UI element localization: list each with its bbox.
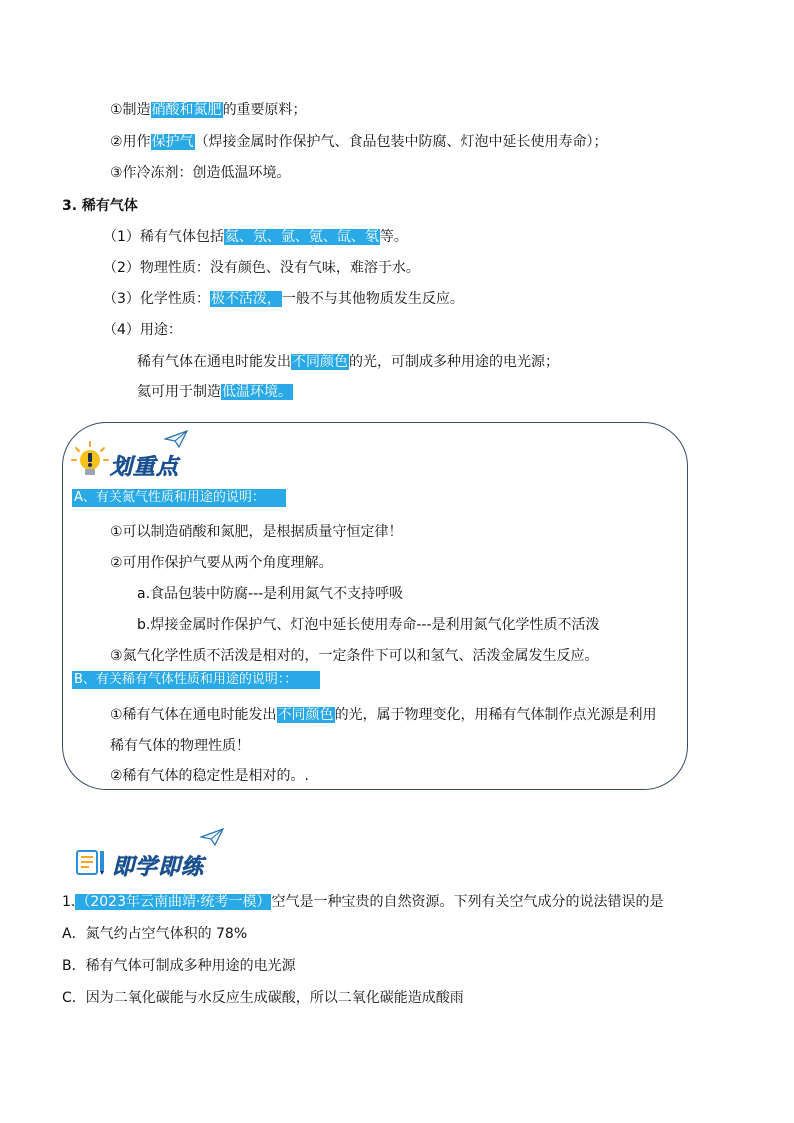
keypoints-banner-b: B、有关稀有气体性质和用途的说明：：	[72, 671, 320, 689]
keypoint-a2: ②可用作保护气要从两个角度理解。	[110, 555, 333, 571]
rare-gas-p4a: 稀有气体在通电时能发出不同颜色的光，可制成多种用途的电光源；	[137, 354, 559, 370]
notebook-icon	[75, 848, 107, 876]
paper-plane-icon	[164, 430, 188, 448]
option-a[interactable]: A．氮气约占空气体积的 78%	[62, 926, 248, 942]
highlight: 硝酸和氮肥	[151, 102, 222, 118]
highlight: 保护气	[151, 134, 194, 150]
option-b[interactable]: B．稀有气体可制成多种用途的电光源	[62, 958, 296, 974]
highlight: 不同颜色	[292, 354, 348, 370]
rare-gas-p3: （3）化学性质：极不活泼，一般不与其他物质发生反应。	[103, 291, 464, 307]
paper-plane-icon	[200, 828, 224, 846]
option-c[interactable]: C．因为二氧化碳能与水反应生成碳酸，所以二氧化碳能造成酸雨	[62, 990, 464, 1006]
keypoints-heading: 划重点	[110, 455, 180, 480]
keypoint-a2b: b.焊接金属时作保护气、灯泡中延长使用寿命---是利用氮气化学性质不活泼	[137, 617, 600, 633]
question-source: （2023年云南曲靖·统考一模）	[76, 894, 271, 910]
keypoint-b1: ①稀有气体在通电时能发出不同颜色的光，属于物理变化，用稀有气体制作点光源是利用	[110, 707, 657, 723]
rare-gas-p4: （4）用途：	[103, 322, 182, 338]
section-title: 3. 稀有气体	[62, 198, 138, 214]
highlight: 极不活泼，	[210, 291, 281, 307]
rare-gas-p2: （2）物理性质：没有颜色、没有气味，难溶于水。	[103, 260, 420, 276]
rare-gas-p4b: 氦可用于制造低温环境。	[137, 384, 292, 400]
lightbulb-icon	[70, 440, 110, 480]
question-1: 1.（2023年云南曲靖·统考一模）空气是一种宝贵的自然资源。下列有关空气成分的说法错误的是	[62, 894, 664, 910]
highlight: 低温环境。	[222, 384, 292, 400]
keypoint-a3: ③氮气化学性质不活泼是相对的，一定条件下可以和氢气、活泼金属发生反应。	[110, 648, 599, 664]
highlight: 氦、氖、氩、氪、氙、氡	[224, 229, 379, 245]
rare-gas-p1: （1）稀有气体包括氦、氖、氩、氪、氙、氡等。	[103, 229, 408, 245]
keypoint-a2a: a.食品包装中防腐---是利用氮气不支持呼吸	[137, 586, 404, 602]
nitrogen-use-1: ①制造硝酸和氮肥的重要原料；	[110, 102, 307, 118]
nitrogen-use-3: ③作冷冻剂：创造低温环境。	[110, 165, 291, 181]
keypoint-b2: ②稀有气体的稳定性是相对的。.	[110, 768, 310, 784]
keypoint-a1: ①可以制造硝酸和氮肥，是根据质量守恒定律！	[110, 524, 403, 540]
practice-heading: 即学即练	[112, 855, 205, 880]
nitrogen-use-2: ②用作保护气（焊接金属时作保护气、食品包装中防腐、灯泡中延长使用寿命）；	[110, 134, 608, 150]
keypoint-b1-cont: 稀有气体的物理性质！	[110, 738, 250, 754]
highlight: 不同颜色	[277, 707, 334, 723]
keypoints-banner-a: A、有关氮气性质和用途的说明：	[72, 489, 286, 507]
